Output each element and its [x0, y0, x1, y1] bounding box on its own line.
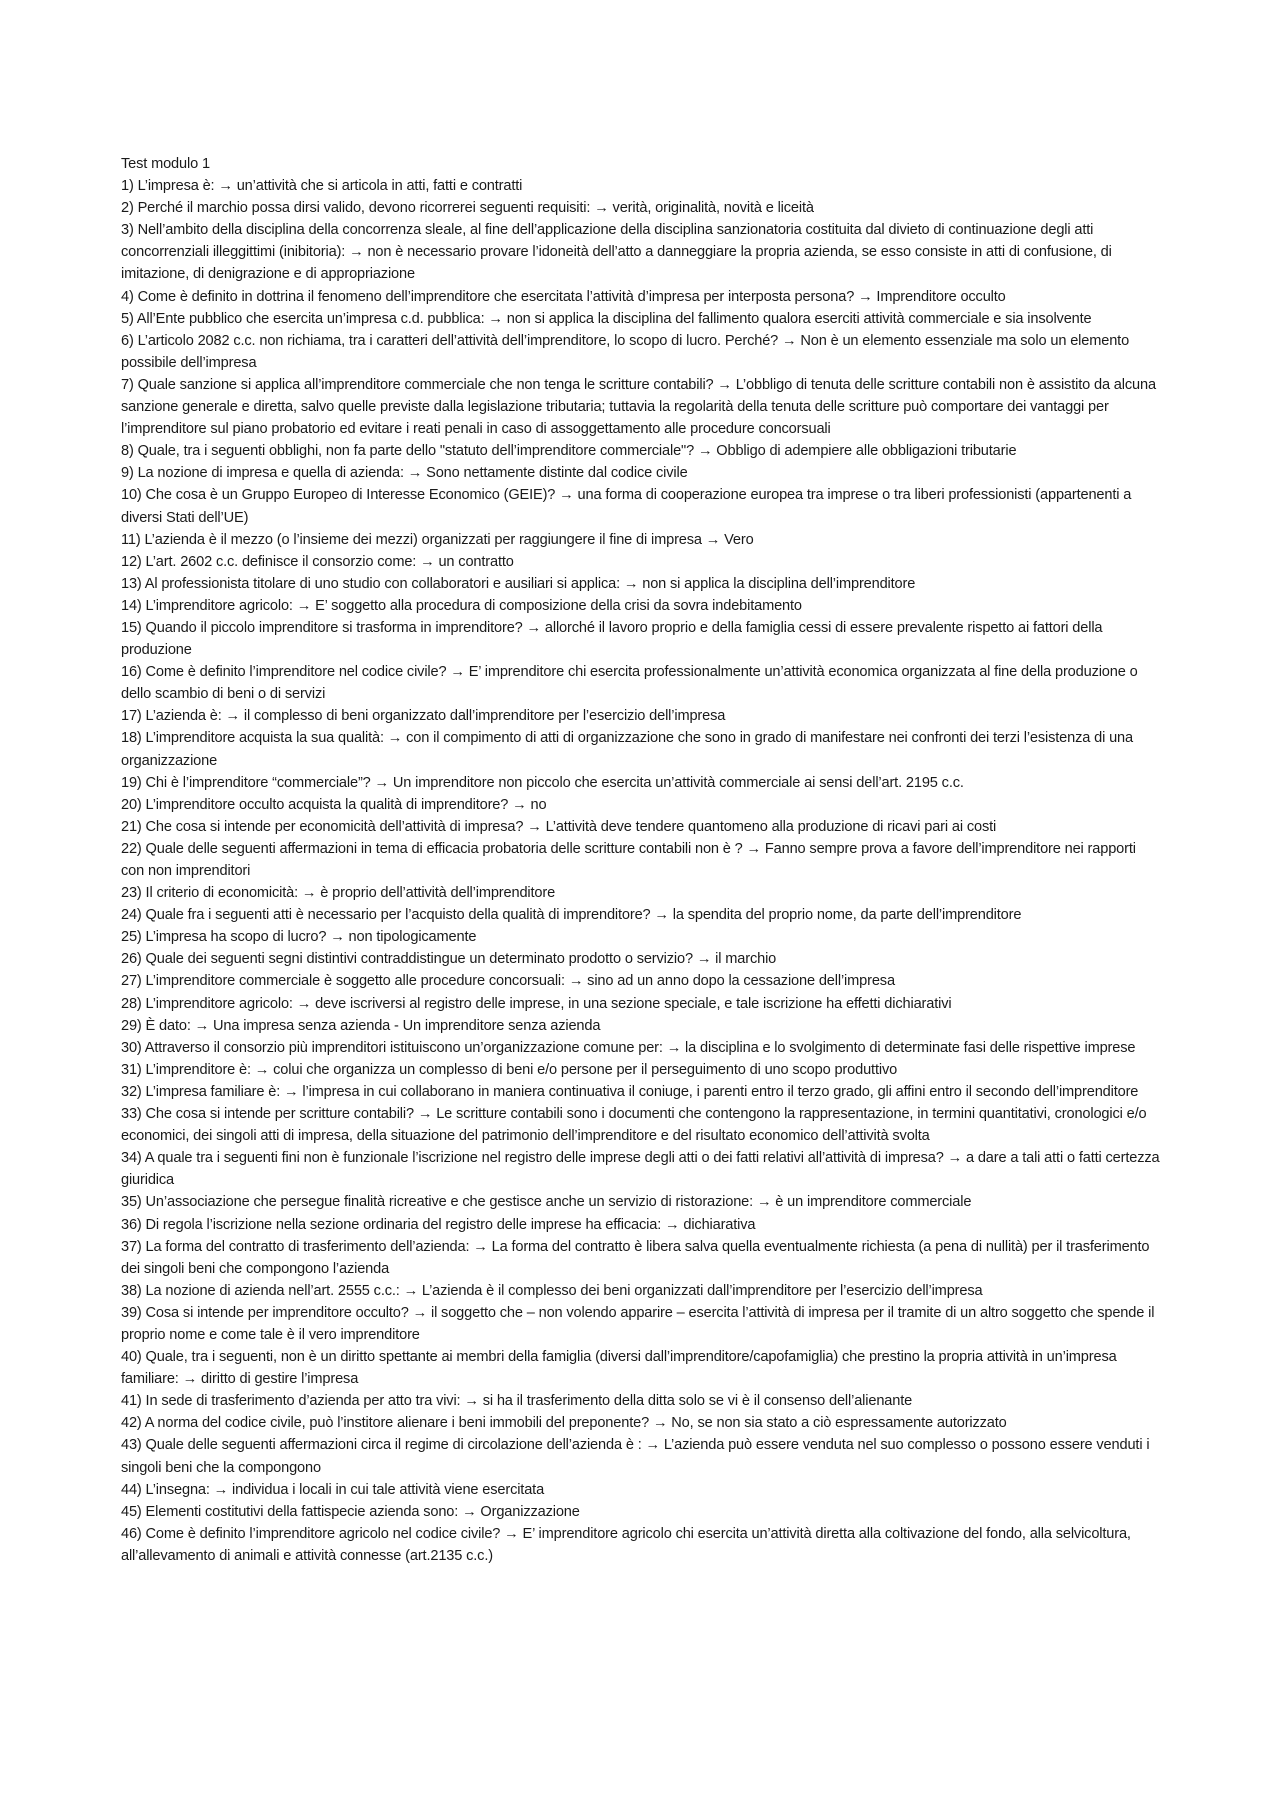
document-title: Test modulo 1 [121, 156, 210, 172]
question-item: 44) L’insegna: → individua i locali in cui tale attività viene esercitata [121, 1481, 545, 1498]
question-item: 11) L’azienda è il mezzo (o l’insieme dei mezzi) organizzati per raggiungere il fine di impresa → Vero [121, 531, 754, 548]
question-item: 32) L’impresa familiare è: → l’impresa in cui collaborano in maniera continuativa il coniuge, i parenti entro il terzo grado, gli affini entro il secondo dell’imprenditore [121, 1083, 1139, 1100]
question-item: 28) L’imprenditore agricolo: → deve iscriversi al registro delle imprese, in una sezione speciale, e tale iscrizione ha effetti dichiarativi [121, 995, 952, 1012]
question-item: 37) La forma del contratto di trasferimento dell’azienda: → La forma del contratto è libera salva quella eventualmente richiesta (a pena di nullità) per il trasferimento dei singoli beni che compongono l’azienda [121, 1238, 1150, 1277]
question-item: 14) L’imprenditore agricolo: → E’ soggetto alla procedura di composizione della crisi da sovra indebitamento [121, 597, 802, 614]
question-list [121, 175, 1161, 1567]
question-item: 36) Di regola l’iscrizione nella sezione ordinaria del registro delle imprese ha efficacia: → dichiarativa [121, 1216, 756, 1233]
question-item: 35) Un’associazione che persegue finalità ricreative e che gestisce anche un servizio di ristorazione: → è un imprenditore commerciale [121, 1194, 972, 1211]
question-item: 38) La nozione di azienda nell’art. 2555 c.c.: → L’azienda è il complesso dei beni organizzati dall’imprenditore per l’esercizio dell’impresa [121, 1282, 983, 1299]
question-item: 24) Quale fra i seguenti atti è necessario per l’acquisto della qualità di imprenditore? → la spendita del proprio nome, da parte dell’imprenditore [121, 907, 1022, 924]
question-item: 2) Perché il marchio possa dirsi valido, devono ricorrerei seguenti requisiti: → verità, originalità, novità e liceità [121, 200, 814, 217]
question-item: 41) In sede di trasferimento d’azienda per atto tra vivi: → si ha il trasferimento della ditta solo se vi è il consenso dell’alienante [121, 1393, 913, 1410]
question-item: 23) Il criterio di economicità: → è proprio dell’attività dell’imprenditore [121, 885, 556, 902]
question-item: 39) Cosa si intende per imprenditore occulto? → il soggetto che – non volendo apparire – esercita l’attività di impresa per il tramite di un altro soggetto che spende il proprio nome e come tale è il vero imprenditore [121, 1304, 1155, 1343]
question-item: 42) A norma del codice civile, può l’institore alienare i beni immobili del preponente? → No, se non sia stato a ciò espressamente autorizzato [121, 1415, 1007, 1432]
question-item: 12) L’art. 2602 c.c. definisce il consorzio come: → un contratto [121, 553, 514, 570]
question-item: 26) Quale dei seguenti segni distintivi contraddistingue un determinato prodotto o servizio? → il marchio [121, 951, 777, 968]
question-item: 22) Quale delle seguenti affermazioni in tema di efficacia probatoria delle scritture contabili non è ? → Fanno sempre prova a favore dell’imprenditore nei rapporti con non imprenditori [121, 840, 1136, 879]
question-item: 33) Che cosa si intende per scritture contabili? → Le scritture contabili sono i documenti che contengono la rappresentazione, in termini quantitativi, cronologici e/o economici, dei singoli atti di impresa, della situazione del patrimonio dell’imprenditore e del risultato economico dell’attività svolta [121, 1106, 1147, 1145]
question-item: 19) Chi è l’imprenditore “commerciale”? → Un imprenditore non piccolo che esercita un’attività commerciale ai sensi dell’art. 2195 c.c. [121, 774, 964, 791]
question-item: 1) L’impresa è: → un’attività che si articola in atti, fatti e contratti [121, 178, 523, 195]
question-item: 17) L’azienda è: → il complesso di beni organizzato dall’imprenditore per l’esercizio dell’impresa [121, 708, 726, 725]
question-item: 25) L’impresa ha scopo di lucro? → non tipologicamente [121, 929, 477, 946]
question-item: 29) È dato: → Una impresa senza azienda - Un imprenditore senza azienda [121, 1017, 601, 1034]
question-item: 31) L’imprenditore è: → colui che organizza un complesso di beni e/o persone per il perseguimento di uno scopo produttivo [121, 1061, 898, 1078]
question-item: 5) All’Ente pubblico che esercita un’impresa c.d. pubblica: → non si applica la disciplina del fallimento qualora eserciti attività commerciale e sia insolvente [121, 310, 1092, 327]
question-item: 3) Nell’ambito della disciplina della concorrenza sleale, al fine dell’applicazione della disciplina sanzionatoria costituita dal divieto di continuazione degli atti concorrenziali illeggittimi (inibitoria): → non è necessario provare l’idoneità dell’atto a danneggiare la propria azienda, se esso consiste in atti di confusione, di imitazione, di denigrazione e di appropriazione [121, 222, 1112, 283]
question-item: 16) Come è definito l’imprenditore nel codice civile? → E’ imprenditore chi esercita professionalmente un’attività economica organizzata al fine della produzione o dello scambio di beni o di servizi [121, 664, 1138, 703]
question-item: 4) Come è definito in dottrina il fenomeno dell’imprenditore che esercitata l’attività d’impresa per interposta persona? → Imprenditore occulto [121, 288, 1006, 305]
question-item: 30) Attraverso il consorzio più imprenditori istituiscono un’organizzazione comune per: → la disciplina e lo svolgimento di determinate fasi delle rispettive imprese [121, 1039, 1136, 1056]
question-item: 9) La nozione di impresa e quella di azienda: → Sono nettamente distinte dal codice civile [121, 465, 688, 482]
question-item: 15) Quando il piccolo imprenditore si trasforma in imprenditore? → allorché il lavoro proprio e della famiglia cessi di essere prevalente rispetto ai fattori della produzione [121, 619, 1103, 659]
question-item: 20) L’imprenditore occulto acquista la qualità di imprenditore? → no [121, 796, 547, 813]
question-item: 45) Elementi costitutivi della fattispecie azienda sono: → Organizzazione [121, 1503, 580, 1520]
question-item: 21) Che cosa si intende per economicità dell’attività di impresa? → L’attività deve tendere quantomeno alla produzione di ricavi pari ai costi [121, 818, 997, 835]
question-item: 43) Quale delle seguenti affermazioni circa il regime di circolazione dell’azienda è : → L’azienda può essere venduta nel suo complesso o possono essere venduti i singoli beni che la compongono [121, 1437, 1150, 1476]
question-item: 6) L’articolo 2082 c.c. non richiama, tra i caratteri dell’attività dell’imprenditore, lo scopo di lucro. Perché? → Non è un elemento essenziale ma solo un elemento possibile dell’impresa [121, 332, 1130, 371]
question-item: 8) Quale, tra i seguenti obblighi, non fa parte dello "statuto dell’imprenditore commerciale"? → Obbligo di adempiere alle obbligazioni tributarie [121, 443, 1017, 460]
question-item: 27) L’imprenditore commerciale è soggetto alle procedure concorsuali: → sino ad un anno dopo la cessazione dell’impresa [121, 973, 895, 990]
document-page [121, 153, 1161, 1567]
question-item: 40) Quale, tra i seguenti, non è un diritto spettante ai membri della famiglia (diversi dall’imprenditore/capofamiglia) che prestino la propria attività in un’impresa familiare: → diritto di gestire l’impresa [121, 1349, 1117, 1388]
question-item: 10) Che cosa è un Gruppo Europeo di Interesse Economico (GEIE)? → una forma di cooperazione europea tra imprese o tra liberi professionisti (appartenenti a diversi Stati dell’UE) [121, 487, 1132, 526]
question-item: 13) Al professionista titolare di uno studio con collaboratori e ausiliari si applica: → non si applica la disciplina dell’imprenditore [121, 575, 916, 592]
question-item: 34) A quale tra i seguenti fini non è funzionale l’iscrizione nel registro delle imprese degli atti o dei fatti relativi all’attività di impresa? → a dare a tali atti o fatti certezza giuridica [121, 1150, 1160, 1189]
question-item: 46) Come è definito l’imprenditore agricolo nel codice civile? → E’ imprenditore agricolo chi esercita un’attività diretta alla coltivazione del fondo, alla selvicoltura, all’allevamento di animali e attività connesse (art.2135 c.c.) [121, 1525, 1131, 1564]
question-item: 7) Quale sanzione si applica all’imprenditore commerciale che non tenga le scritture contabili? → L’obbligo di tenuta delle scritture contabili non è assistito da alcuna sanzione generale e diretta, salvo quelle previste dalla legislazione tributaria; tuttavia la regolarità della tenuta delle scritture può comportare dei vantaggi per l’imprenditore sul piano probatorio ed evitare i reati penali in caso di assoggettamento alle procedure concorsuali [121, 376, 1156, 438]
question-item: 18) L’imprenditore acquista la sua qualità: → con il compimento di atti di organizzazione che sono in grado di manifestare nei confronti dei terzi l’esistenza di una organizzazione [121, 730, 1133, 769]
